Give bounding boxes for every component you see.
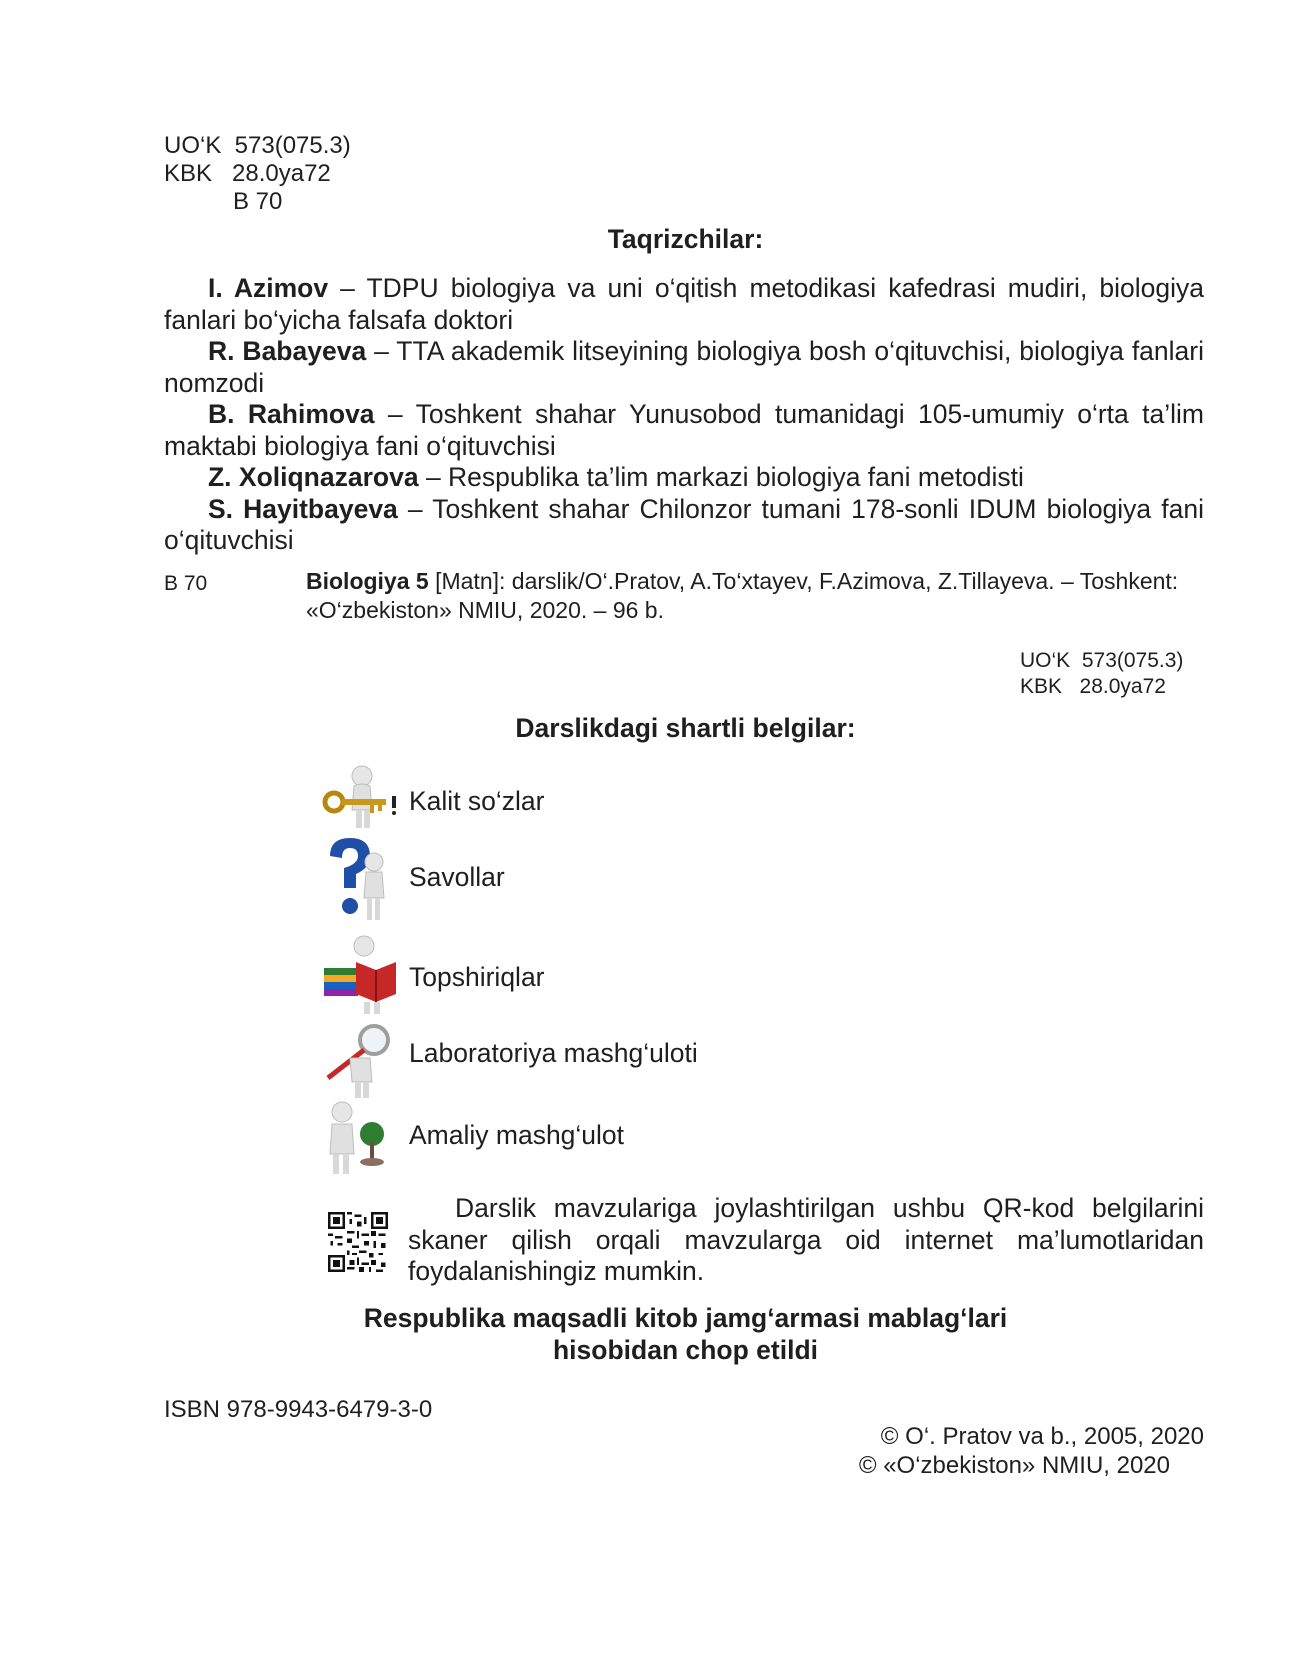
reviewer-name: R. Babayeva — [208, 336, 367, 366]
udk-code-right: UO‘K 573(075.3) — [1020, 649, 1184, 672]
plant-figure-icon — [320, 1098, 400, 1178]
udk-block — [164, 132, 351, 216]
author-sign: B 70 — [233, 188, 283, 215]
copyright-line-1: © O‘. Pratov va b., 2005, 2020 — [880, 1423, 1204, 1450]
copyright-line-2: © «O‘zbekiston» NMIU, 2020 — [858, 1452, 1170, 1479]
funding-line-1: Respublika maqsadli kitob jamg‘armasi mablag‘lari — [363, 1303, 1008, 1333]
kbk-code: KBK 28.0ya72 — [164, 160, 331, 187]
legend-label: Savollar — [409, 862, 505, 892]
reviewers-heading: Taqrizchilar: — [607, 224, 764, 254]
magnifier-figure-icon — [320, 1020, 400, 1100]
kbk-code-right: KBK 28.0ya72 — [1020, 675, 1166, 698]
legend-label: Topshiriqlar — [409, 962, 545, 992]
key-figure-icon — [320, 760, 400, 840]
reviewer-name: Z. Xoliqnazarova — [208, 462, 419, 492]
reviewer-name: S. Hayitbayeva — [208, 493, 398, 524]
reviewer-desc: – TDPU biologiya va uni o‘qitish metodikasi kafedrasi mudiri, biologiya fanlari bo‘yicha falsafa doktori — [164, 273, 1204, 335]
isbn: ISBN 978-9943-6479-3-0 — [164, 1396, 433, 1423]
legend-item-tasks — [320, 932, 920, 1016]
legend-item-keywords — [320, 760, 920, 840]
citation-text — [306, 567, 1204, 625]
citation-code: B 70 — [164, 572, 208, 595]
legend-label: Kalit so‘zlar — [409, 786, 545, 816]
legend-label: Laboratoriya mashg‘uloti — [409, 1038, 698, 1068]
reviewer-desc: – TTA akademik litseyining biologiya bosh o‘qituvchisi, biologiya fanlari nomzodi — [164, 336, 1204, 398]
citation-body: [Matn]: darslik/O‘.Pratov, A.To‘xtayev, F.Azimova, Z.Tillayeva. – Toshkent: «O‘zbekiston» NMIU, 2020. – 96 b. — [306, 568, 1179, 623]
legend-item-lab — [320, 1020, 920, 1100]
legend-label: Amaliy mashg‘ulot — [409, 1120, 625, 1150]
reviewer-item — [164, 399, 1204, 462]
udk-code: UO‘K 573(075.3) — [164, 132, 351, 159]
funding-line-2: hisobidan chop etildi — [553, 1335, 818, 1365]
qr-description — [408, 1193, 1204, 1288]
question-figure-icon — [320, 834, 400, 926]
udk-right-block — [1020, 648, 1183, 700]
copyright-block — [800, 1422, 1204, 1480]
reviewer-desc: – Toshkent shahar Chilonzor tumani 178-sonli IDUM biologiya fani o‘qituvchisi — [164, 493, 1204, 555]
reviewer-item — [164, 494, 1204, 557]
reviewer-item — [164, 462, 1204, 494]
legend-heading: Darslikdagi shartli belgilar: — [515, 713, 856, 743]
reviewer-name: B. Rahimova — [208, 399, 375, 429]
reviewer-item — [164, 273, 1204, 336]
legend-item-practice — [320, 1098, 920, 1178]
qr-description-text: Darslik mavzulariga joylashtirilgan ushbu QR-kod belgilarini skaner qilish orqali mavzularga oid internet ma’lumotlaridan foydalanishingiz mumkin. — [408, 1193, 1204, 1286]
reviewer-desc: – Toshkent shahar Yunusobod tumanidagi 105-umumiy o‘rta ta’lim maktabi biologiya fani o‘qituvchisi — [164, 399, 1205, 461]
reviewers-list — [164, 273, 1204, 557]
reviewer-item — [164, 336, 1204, 399]
reviewer-desc: – Respublika ta’lim markazi biologiya fani metodisti — [418, 462, 1024, 492]
funding-note — [0, 1302, 1300, 1366]
legend-item-questions — [320, 834, 920, 926]
qr-code-icon — [328, 1212, 388, 1272]
reviewer-name: I. Azimov — [208, 273, 329, 303]
books-figure-icon — [320, 932, 400, 1016]
book-title: Biologiya 5 — [306, 568, 429, 594]
